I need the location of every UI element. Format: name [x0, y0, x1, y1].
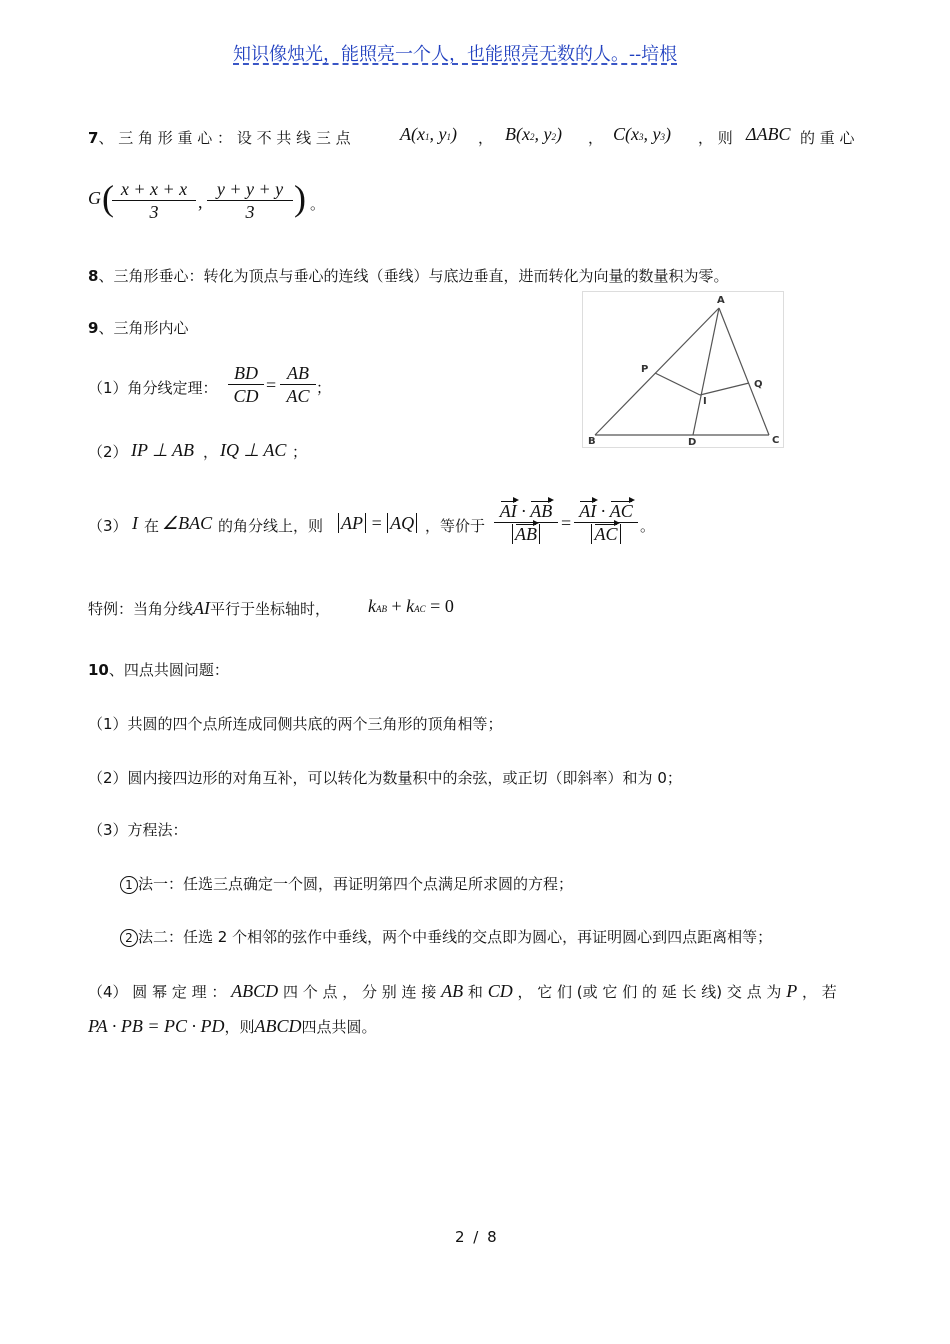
label-a: A [717, 295, 725, 306]
segment-iq [700, 383, 749, 395]
label-i: I [703, 396, 707, 407]
header-quote: 知识像烛光，能照亮一个人，也能照亮无数的人。--培根 [233, 44, 678, 65]
label-c: C [772, 435, 780, 446]
point-c: C(x3, y3) [613, 124, 671, 144]
centroid-text: 的 重 心 [800, 129, 855, 147]
bd-cd-fraction: $\frac{BD}{CD}$ [228, 362, 264, 407]
method-2: 2 法二：任选 2 个相邻的弦作中垂线，两个中垂线的交点即为圆心，再证明圆心到四点距离相等； [120, 927, 772, 947]
incenter-figure [582, 291, 784, 448]
s10-item4-line1: （4） 圆 幂 定 理 ： ABCD 四 个 点 ， 分 别 连 接 AB 和 CD ， 它 们 (或 它 们 的 延 长 线) 交 点 为 P ， 若 [88, 981, 837, 1001]
s10-item2: （2）圆内接四边形的对角互补，可以转化为数量积中的余弦，或正切（即斜率）和为 0； [88, 769, 682, 787]
section-text: 、 三 角 形 重 心 ： 设 不 共 线 三 点 [98, 129, 351, 147]
then-text: ， 则 [698, 129, 733, 147]
label-p: P [641, 364, 649, 375]
section-8: 8、三角形垂心：转化为顶点与垂心的连线（垂线）与底边垂直，进而转化为向量的数量积为零。 [88, 267, 729, 285]
s10-item4-line2: PA · PB = PC · PD，则ABCD四点共圆。 [88, 1016, 377, 1036]
angle-bac: ∠BAC [162, 513, 213, 533]
segment-ip [655, 373, 700, 395]
section-10-title: 10、四点共圆问题： [88, 661, 229, 679]
centroid-g: G [88, 188, 101, 208]
s10-item1: （1）共圆的四个点所连成同侧共底的两个三角形的顶角相等； [88, 715, 503, 733]
bisector-ad [693, 308, 719, 435]
ab-ac-fraction: $\frac{AB}{AC}$ [280, 362, 316, 407]
item2-label: （2） [88, 443, 128, 461]
section-7-line1 [88, 128, 351, 148]
vector-fraction-ac: $\frac{AI \cdot AC}{AC}$ [574, 500, 638, 545]
point-b: B(x2, y2) [505, 124, 562, 144]
slope-sum: kAB + kAC = 0 [368, 596, 454, 616]
triangle-diagram [583, 292, 783, 447]
point-a: A(x1, y1) [400, 124, 457, 144]
label-q: Q [754, 379, 763, 390]
side-ab [595, 308, 719, 435]
centroid-x-fraction: $\frac{x + x + x}{3}$ [112, 178, 196, 223]
centroid-y-fraction: $\frac{y + y + y}{3}$ [207, 178, 293, 223]
page-number: 2 / 8 [455, 1228, 499, 1246]
label-d: D [688, 437, 697, 447]
special-case: 特例：当角分线AI平行于坐标轴时， [88, 598, 331, 618]
method-1: 1 法一：任选三点确定一个圆，再证明第四个点满足所求圆的方程； [120, 874, 573, 894]
abs-ap-eq-aq: AP = AQ [338, 513, 417, 534]
item3-label: （3） [88, 517, 128, 535]
circled-number-1: 1 [120, 876, 138, 894]
vector-fraction-ab: $\frac{AI \cdot AB}{AB}$ [494, 500, 558, 545]
section-9-title: 9、三角形内心 [88, 319, 189, 337]
label-b: B [588, 436, 596, 447]
side-ac [719, 308, 769, 435]
circled-number-2: 2 [120, 929, 138, 947]
s10-item3: （3）方程法： [88, 821, 188, 839]
item1-label: （1）角分线定理： [88, 379, 218, 397]
iq-perp-ac: IQ ⊥ AC [220, 440, 287, 460]
ip-perp-ab: IP ⊥ AB [131, 440, 195, 460]
triangle-abc: ΔABC [746, 124, 791, 144]
section-number: 7 [88, 129, 99, 147]
